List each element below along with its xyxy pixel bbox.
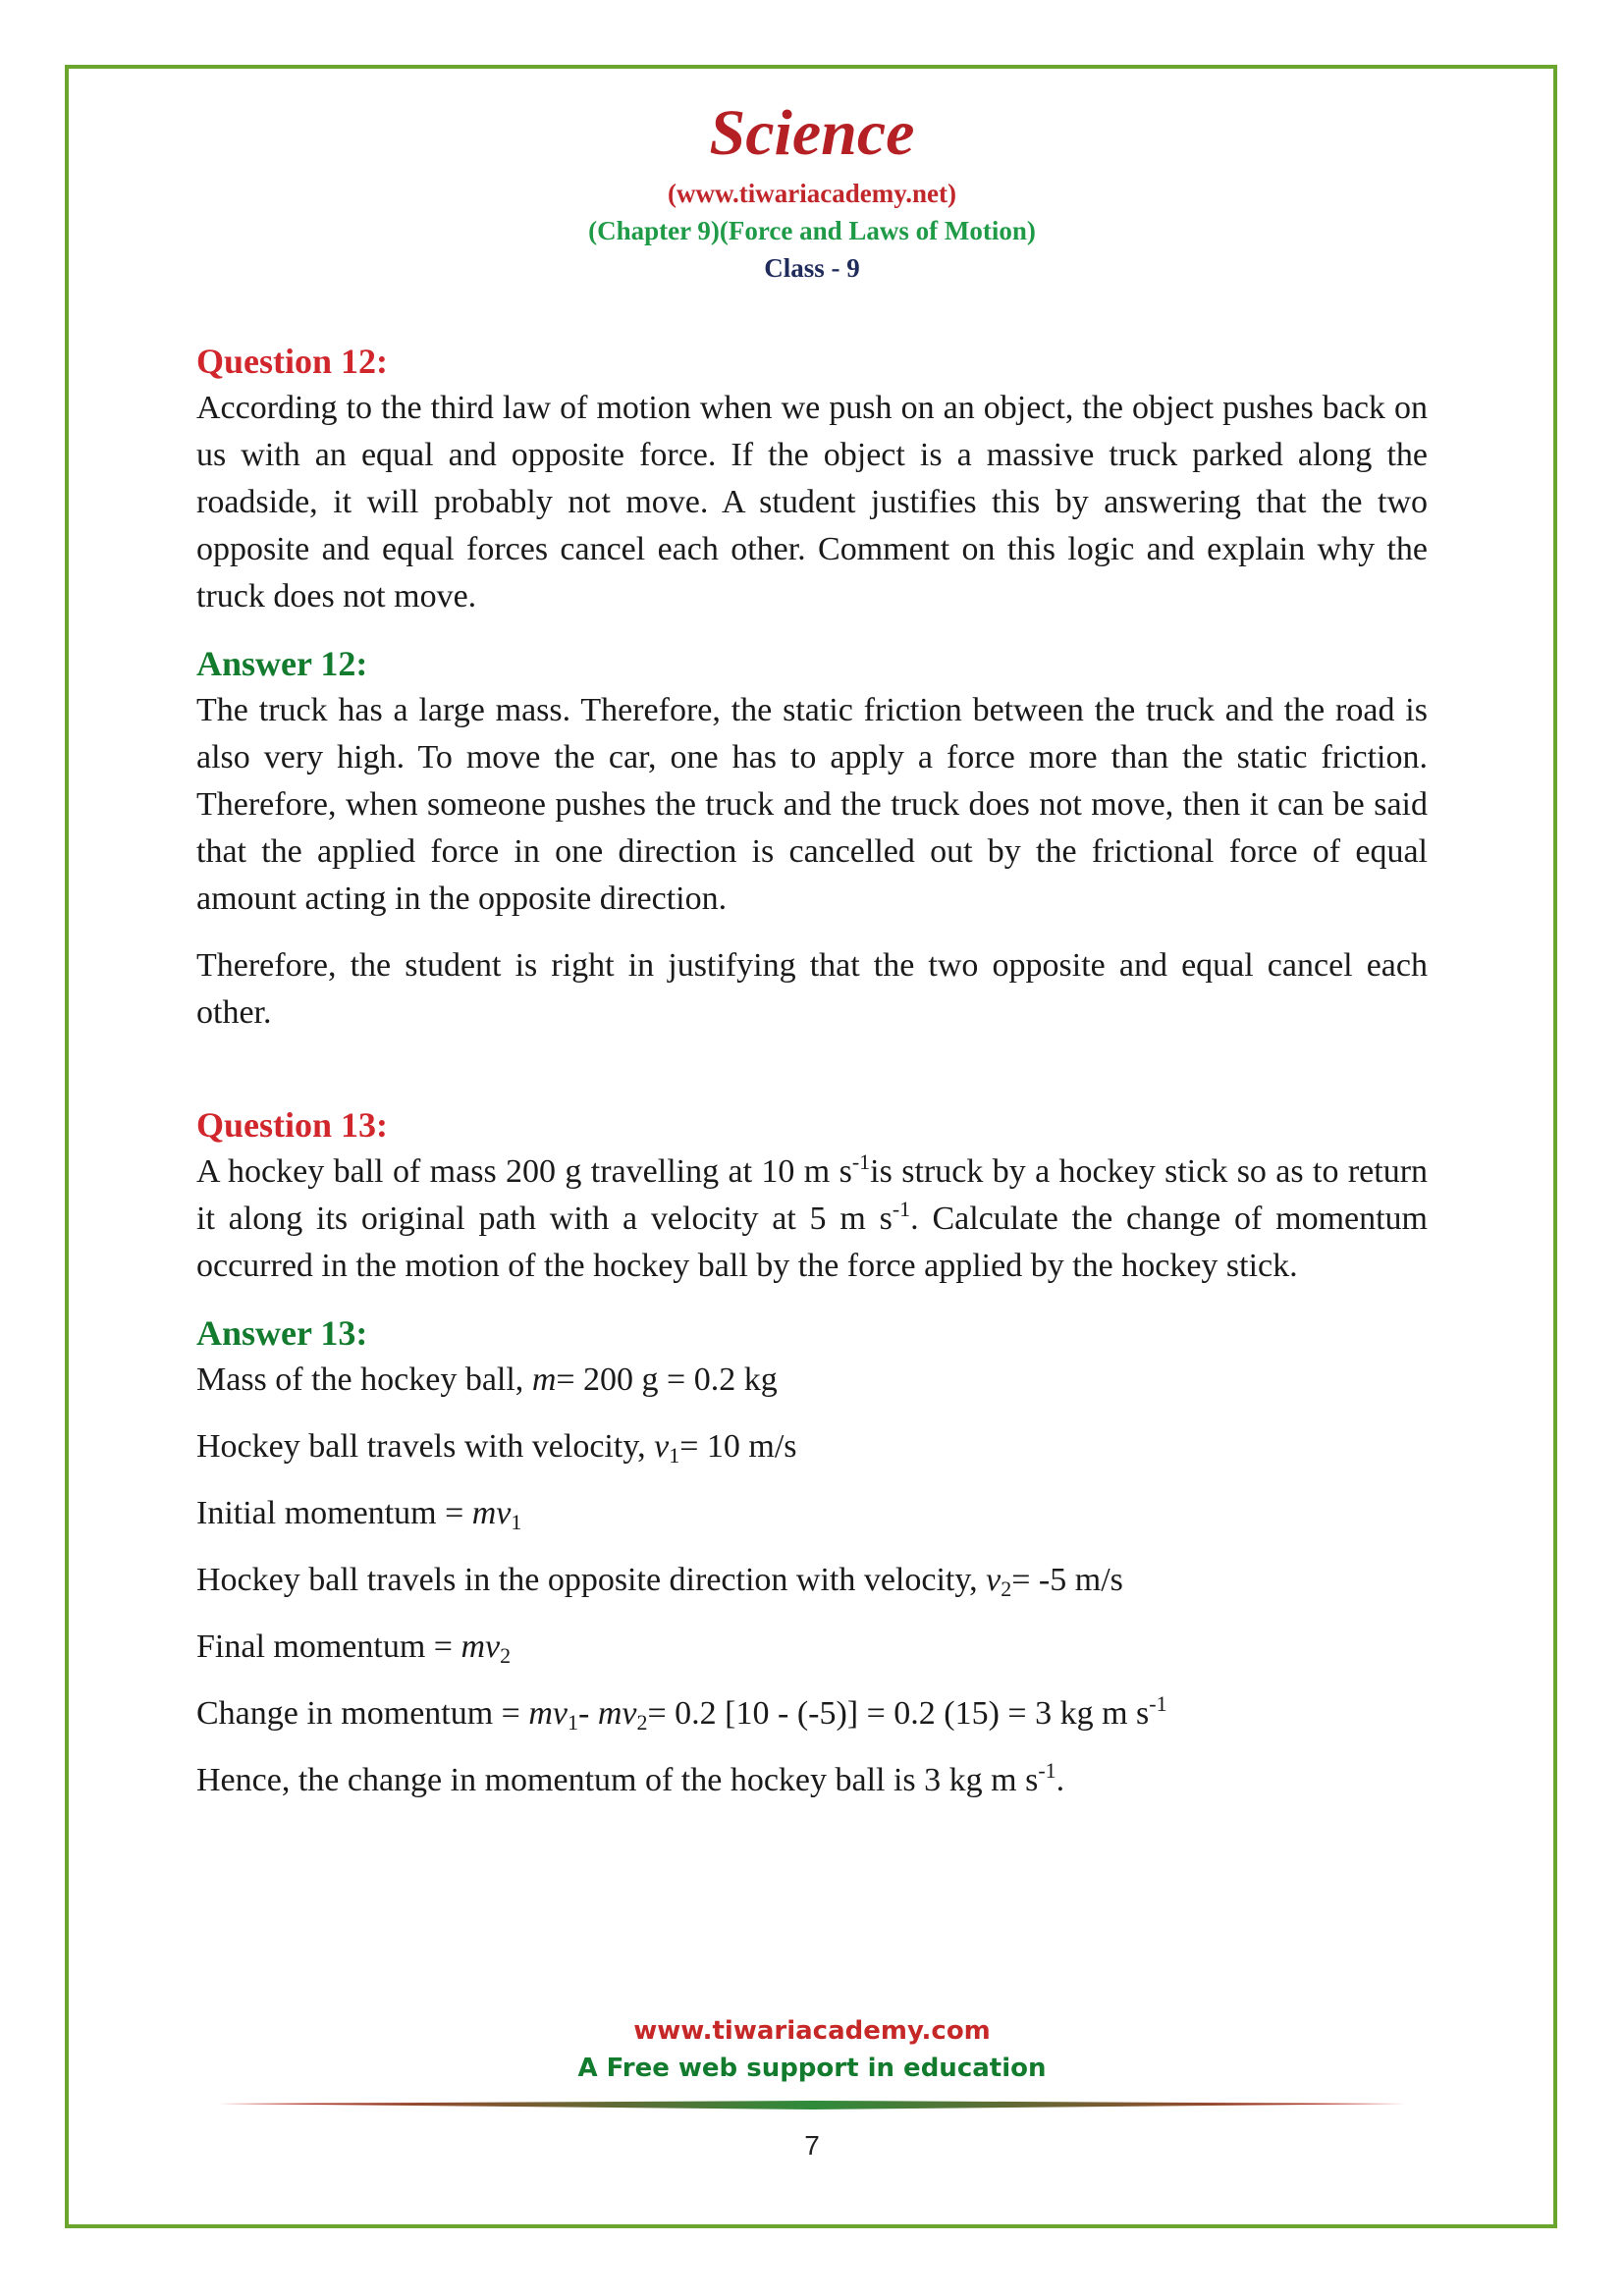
page-title: Science: [709, 97, 915, 169]
answer-13-heading: Answer 13:: [196, 1313, 368, 1353]
question-13-heading: Question 13:: [196, 1105, 389, 1145]
class-label: Class - 9: [764, 253, 860, 283]
answer-12-para2: Therefore, the student is right in justifying that the two opposite and equal cancel each other.: [196, 947, 1428, 1031]
chapter-title: (Chapter 9)(Force and Laws of Motion): [588, 216, 1036, 245]
footer-tagline: A Free web support in education: [577, 2054, 1047, 2083]
answer-13-line-change: Change in momentum = $mv_1-$ $mv_2= 0.2$ [10 - (-5)] = 0.2 (15) = 3 kg m $s^{-1}$: [196, 1691, 1167, 1735]
answer-13-line-mass: Mass of the hockey ball, m= 200 g = 0.2 kg: [196, 1362, 778, 1398]
main-content: [196, 338, 1428, 1804]
answer-13-line-initial-momentum: Initial momentum = $mv_1$: [196, 1495, 522, 1534]
question-12-heading: Question 12:: [196, 342, 389, 381]
answer-13-line-conclusion: Hence, the change in momentum of the hockey ball is 3 kg m $s^{-1}$.: [196, 1758, 1065, 1798]
question-12-text: According to the third law of motion when we push on an object, the object pushes back on us with an equal and opposite force. If the object is a massive truck parked along the roadside, it will probably not move. A student justifies this by answering that the two opposite and equal forces cancel each other. Comment on this logic and explain why the truck does not move.: [196, 390, 1428, 614]
footer-divider: [218, 2101, 1406, 2109]
answer-13-line-final-momentum: Final momentum = $mv_2$: [196, 1629, 512, 1668]
answer-13-line-velocity1: Hockey ball travels with velocity, $v_1= 10$ m/s: [196, 1428, 797, 1468]
page-number: 7: [804, 2130, 820, 2161]
answer-12-heading: Answer 12:: [196, 644, 368, 683]
footer-url: www.tiwariacademy.com: [633, 2016, 991, 2046]
answer-12-para1: The truck has a large mass. Therefore, the static friction between the truck and the road is also very high. To move the car, one has to apply a force more than the static friction. Therefore, when someone pushes the truck and the truck does not move, then it can be said that the applied force in one direction is cancelled out by the frictional force of equal amount acting in the opposite direction.: [196, 692, 1428, 917]
site-url: (www.tiwariacademy.net): [668, 179, 956, 208]
answer-13-line-velocity2: Hockey ball travels in the opposite direction with velocity, $v_2= -5$ m/s: [196, 1562, 1123, 1601]
question-13-text: A hockey ball of mass 200 g travelling at 10 m $s^{-1}is$ struck by a hockey stick so as to return it along its original path with a velocity at 5 m $s^{-1}$. Calculate the change of momentum occurred in the motion of the hockey ball by the force applied by the hockey stick.: [196, 1149, 1429, 1284]
